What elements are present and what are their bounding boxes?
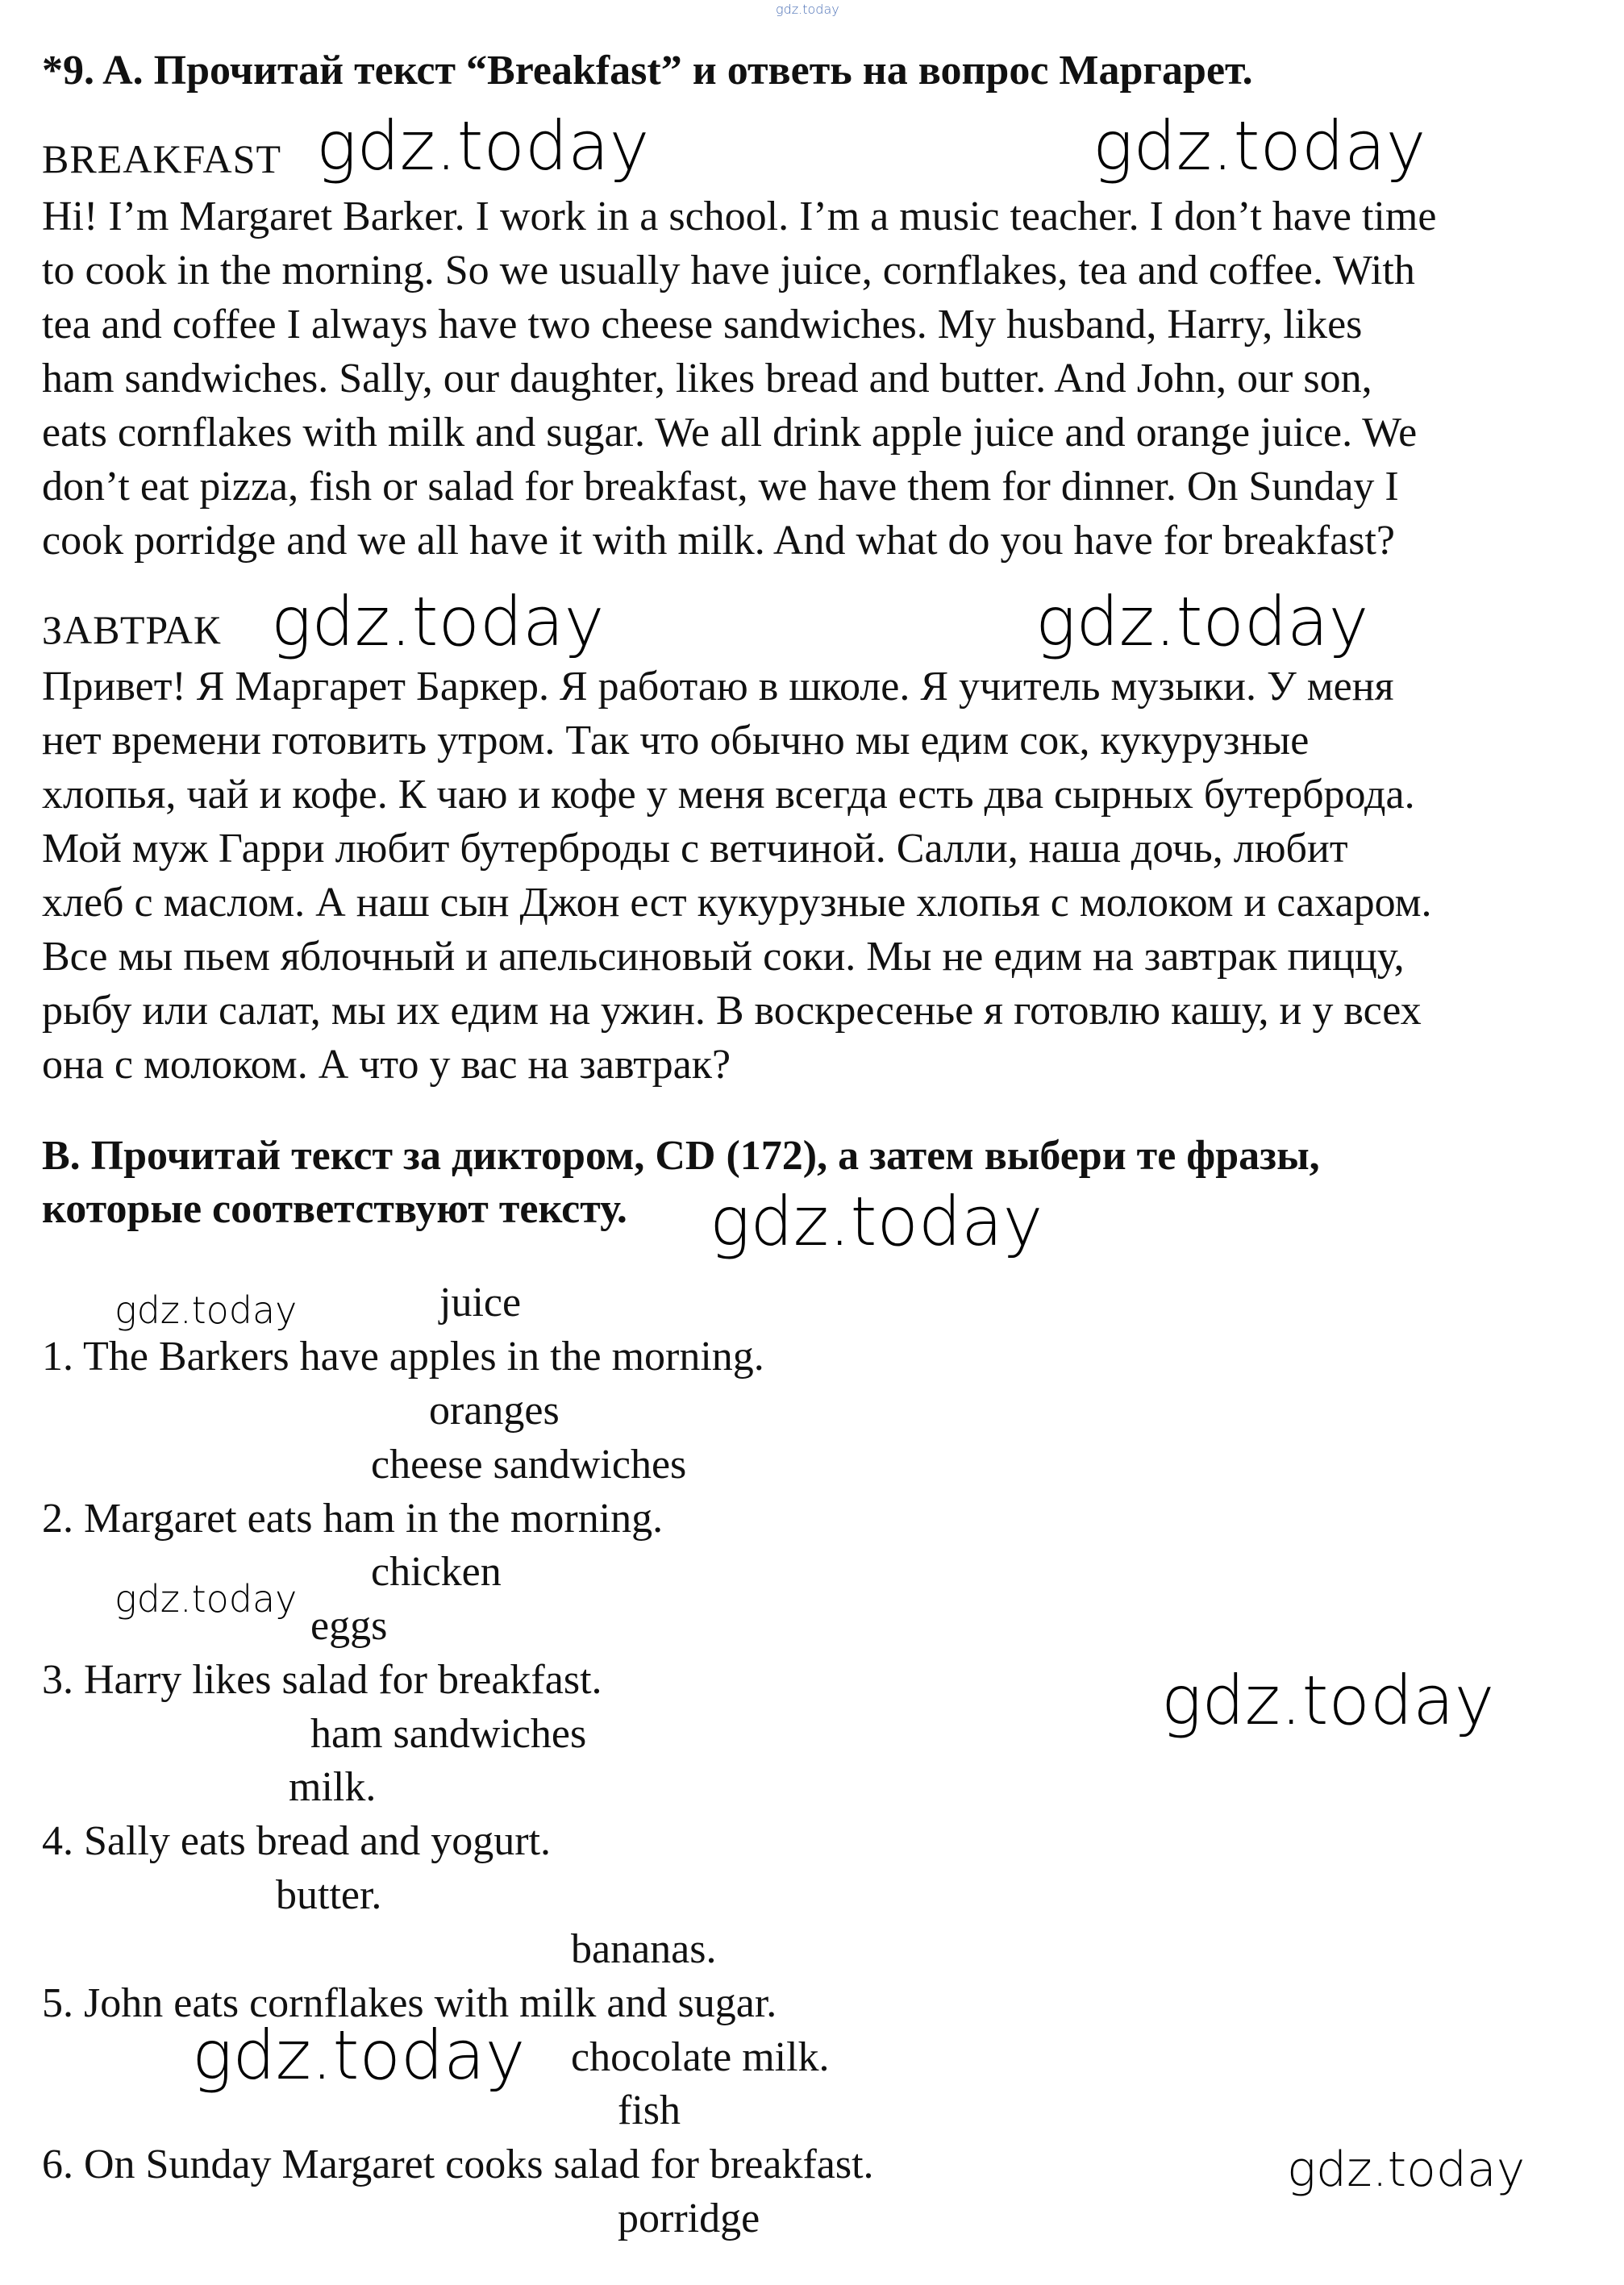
sentence-4: 4. Sally eats bread and yogurt. bbox=[42, 1818, 552, 1864]
option-above-4: milk. bbox=[289, 1764, 377, 1810]
task-a-heading: *9. A. Прочитай текст “Breakfast” и ответь на вопрос Маргарет. bbox=[42, 48, 1253, 94]
watermark: gdz.today bbox=[1035, 582, 1369, 661]
sentence-6: 6. On Sunday Margaret cooks salad for breakfast. bbox=[42, 2141, 874, 2187]
option-above-1: juice bbox=[439, 1280, 522, 1326]
option-above-2: cheese sandwiches bbox=[371, 1442, 687, 1488]
english-text bbox=[42, 189, 1614, 568]
text-line: нет времени готовить утром. Так что обычно мы едим сок, кукурузные bbox=[42, 718, 1310, 764]
watermark: gdz.today bbox=[192, 2016, 526, 2095]
watermark: gdz.today bbox=[316, 106, 650, 185]
english-title: BREAKFAST bbox=[42, 136, 282, 181]
text-line: Hi! I’m Margaret Barker. I work in a school. I’m a music teacher. I don’t have time bbox=[42, 194, 1437, 239]
text-line: Привет! Я Маргарет Баркер. Я работаю в школе. Я учитель музыки. У меня bbox=[42, 664, 1394, 710]
option-below-3: ham sandwiches bbox=[310, 1711, 587, 1757]
text-line: don’t eat pizza, fish or salad for breakfast, we have them for dinner. On Sunday I bbox=[42, 464, 1399, 510]
sentence-2: 2. Margaret eats ham in the morning. bbox=[42, 1496, 664, 1542]
watermark: gdz.today bbox=[271, 582, 605, 661]
watermark: gdz.today bbox=[1287, 2141, 1526, 2198]
option-below-1: oranges bbox=[429, 1388, 560, 1434]
text-line: to cook in the morning. So we usually have juice, cornflakes, tea and coffee. With bbox=[42, 248, 1415, 293]
text-line: хлопья, чай и кофе. К чаю и кофе у меня всегда есть два сырных бутерброда. bbox=[42, 772, 1415, 818]
watermark: gdz.today bbox=[1161, 1661, 1495, 1740]
text-line: ham sandwiches. Sally, our daughter, likes bread and butter. And John, our son, bbox=[42, 356, 1372, 402]
text-line: рыбу или салат, мы их едим на ужин. В воскресенье я готовлю кашу, и у всех bbox=[42, 988, 1422, 1034]
text-line: tea and coffee I always have two cheese sandwiches. My husband, Harry, likes bbox=[42, 302, 1363, 348]
task-b-heading-line2: которые соответствуют тексту. bbox=[42, 1186, 627, 1232]
watermark: gdz.today bbox=[710, 1182, 1043, 1261]
task-b-heading-line1: B. Прочитай текст за диктором, CD (172), а затем выбери те фразы, bbox=[42, 1133, 1320, 1179]
text-line: Мой муж Гарри любит бутерброды с ветчиной. Салли, наша дочь, любит bbox=[42, 826, 1348, 872]
sentence-1: 1. The Barkers have apples in the morning. bbox=[42, 1334, 764, 1380]
text-line: она с молоком. А что у вас на завтрак? bbox=[42, 1042, 731, 1088]
text-line: cook porridge and we all have it with milk. And what do you have for breakfast? bbox=[42, 518, 1395, 564]
text-line: Все мы пьем яблочный и апельсиновый соки. Мы не едим на завтрак пиццу, bbox=[42, 934, 1405, 980]
sentence-5: 5. John eats cornflakes with milk and sugar. bbox=[42, 1980, 777, 2026]
russian-text bbox=[42, 660, 1614, 1092]
watermark: gdz.today bbox=[1093, 106, 1426, 185]
option-below-5: chocolate milk. bbox=[571, 2034, 830, 2080]
option-below-2: chicken bbox=[371, 1549, 502, 1595]
watermark: gdz.today bbox=[115, 1577, 298, 1621]
russian-title: ЗАВТРАК bbox=[42, 607, 222, 652]
watermark-top: gdz.today bbox=[776, 2, 839, 17]
option-above-5: bananas. bbox=[571, 1926, 717, 1972]
option-below-6: porridge bbox=[618, 2196, 760, 2241]
sentence-3: 3. Harry likes salad for breakfast. bbox=[42, 1657, 602, 1703]
text-line: eats cornflakes with milk and sugar. We all drink apple juice and orange juice. We bbox=[42, 410, 1418, 456]
option-above-3: eggs bbox=[310, 1603, 388, 1649]
option-above-6: fish bbox=[618, 2087, 681, 2133]
text-line: хлеб с маслом. А наш сын Джон ест кукурузные хлопья с молоком и сахаром. bbox=[42, 880, 1432, 926]
option-below-4: butter. bbox=[276, 1872, 382, 1918]
watermark: gdz.today bbox=[115, 1288, 298, 1332]
